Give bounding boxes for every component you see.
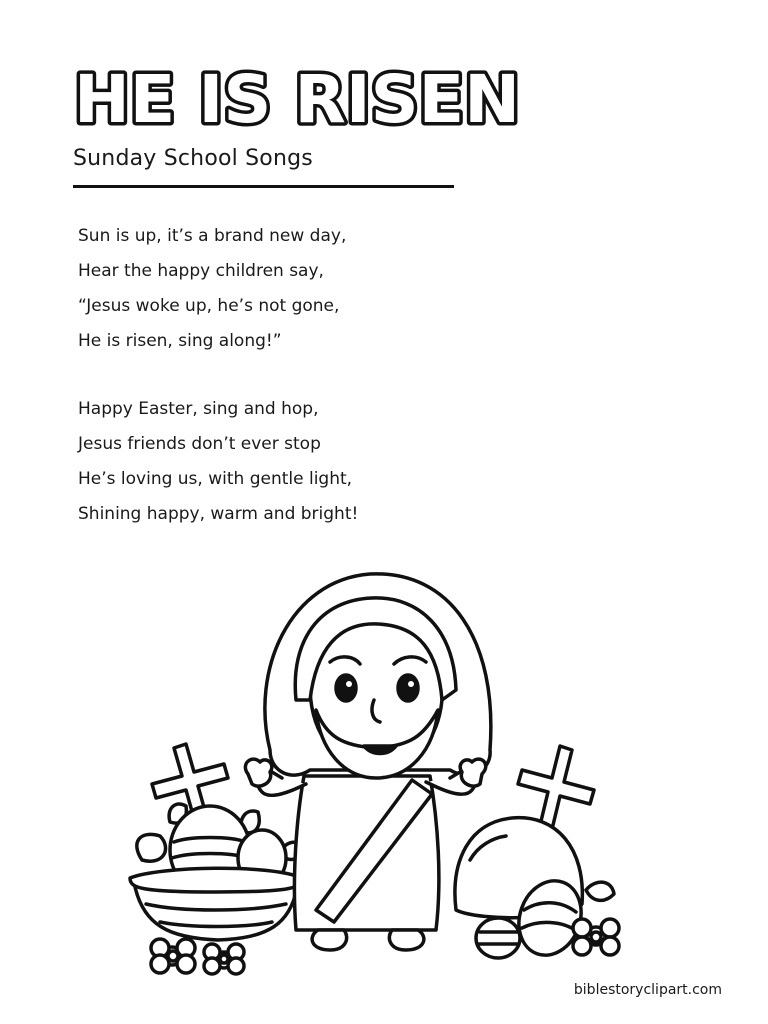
title-text: HE IS RISEN [74, 61, 520, 138]
verse-line: He’s loving us, with gentle light, [78, 469, 353, 489]
page-title [70, 48, 530, 138]
verse-line: He is risen, sing along!” [78, 331, 282, 351]
verse-1 [78, 219, 346, 359]
flower-icon [204, 944, 244, 974]
verse-line: “Jesus woke up, he’s not gone, [78, 296, 340, 316]
verse-2 [78, 392, 358, 532]
subtitle: Sunday School Songs [73, 146, 313, 171]
verse-line: Hear the happy children say, [78, 261, 324, 281]
easter-basket-icon [130, 804, 304, 974]
flower-icon [573, 919, 619, 955]
flower-icon [151, 939, 195, 973]
verse-line: Sun is up, it’s a brand new day, [78, 226, 347, 246]
site-credit: biblestoryclipart.com [573, 982, 722, 998]
title-divider [73, 185, 454, 188]
coloring-illustration [120, 560, 640, 980]
title-graphic [70, 48, 530, 138]
verse-line: Jesus friends don’t ever stop [78, 434, 321, 454]
verse-line: Shining happy, warm and bright! [78, 504, 359, 524]
verse-line: Happy Easter, sing and hop, [78, 399, 319, 419]
